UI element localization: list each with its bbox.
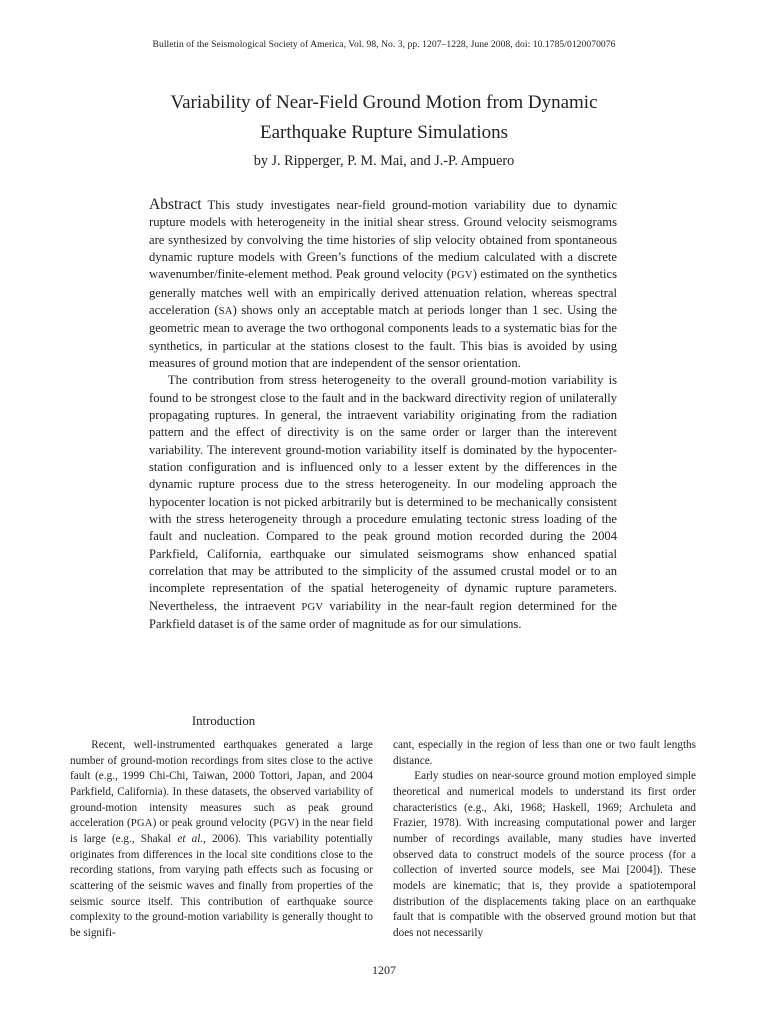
title-line-2: Earthquake Rupture Simulations	[259, 122, 508, 143]
paper-title	[0, 88, 768, 148]
journal-citation: Bulletin of the Seismological Society of America, Vol. 98, No. 3, pp. 1207–1228, June 2008, doi: 10.1785/0120070076	[152, 39, 616, 50]
page-number: 1207	[372, 963, 396, 977]
intro-paragraph-1: Recent, well-instrumented earthquakes generated a large number of ground-motion recordings from sites close to the active fault (e.g., 1999 Chi-Chi, Taiwan, 2000 Tottori, Japan, and 2004 Parkfield, California). In these datasets, the observed variability of ground-motion intensity measures such as peak ground acceleration (PGA) or peak ground velocity (PGV) in the near field is large (e.g., Shakal et al., 2006). This variability potentially originates from differences in the local site conditions close to the recording stations, from varying path effects such as focusing or scattering of the seismic waves and finally from properties of the seismic source itself. This contribution of earthquake source complexity to the ground-motion variability is generally thought to be signifi-	[70, 739, 373, 939]
title-line-1: Variability of Near-Field Ground Motion from Dynamic	[170, 92, 598, 113]
abstract-paragraph-2: The contribution from stress heterogeneity to the overall ground-motion variability is found to be strongest close to the fault and in the backward directivity region of unilaterally propagating ruptures. In general, the intraevent variability originating from the radiation pattern and the effect of directivity is on the same order or larger than the interevent variability. The interevent ground-motion variability itself is dominated by the hypocenter-station configuration and is influenced only to a lesser extent by the differences in the dynamic rupture process due to the stress heterogeneity. In our modeling approach the hypocenter location is not picked arbitrarily but is determined to be mechanically consistent with the stress heterogeneity through a procedure emulating tectonic stress loading of the fault and nucleation. Compared to the peak ground motion recorded during the 2004 Parkfield, California, earthquake our simulated seismograms show enhanced spatial correlation that may be attributed to the simplicity of the assumed crustal model or to an incomplete representation of the spatial heterogeneity of dynamic rupture parameters. Nevertheless, the intraevent PGV variability in the near-fault region determined for the Parkfield dataset is of the same order of magnitude as for our simulations.	[149, 373, 617, 631]
body-column-right	[393, 738, 696, 942]
section-heading-introduction: Introduction	[191, 714, 256, 728]
abstract	[149, 196, 617, 633]
abstract-paragraph-1: Abstract This study investigates near-field ground-motion variability due to dynamic rupture models with heterogeneity in the initial shear stress. Ground velocity seismograms are synthesized by convolving the time histories of slip velocity obtained from spontaneous dynamic rupture models with Green’s functions of the medium calculated with a discrete wavenumber/finite-element method. Peak ground velocity (PGV) estimated on the synthetics generally matches well with an empirically derived attenuation relation, whereas spectral acceleration (SA) shows only an acceptable match at periods longer than 1 sec. Using the geometric mean to average the two orthogonal components leads to a systematic bias for the synthetics, in particular at the stations closest to the fault. This bias is avoided by using measures of ground motion that are independent of the sensor orientation.	[149, 196, 618, 370]
intro-paragraph-1-continued: cant, especially in the region of less than one or two fault lengths distance.	[393, 739, 696, 767]
intro-paragraph-2: Early studies on near-source ground motion employed simple theoretical and numerical models to understand its first order characteristics (e.g., Aki, 1968; Haskell, 1969; Archuleta and Frazier, 1978). With increasing computational power and larger number of recordings available, many studies have inverted observed data to construct models of the source process (for a collection of inverted source models, see Mai [2004]). These models are kinematic; that is, they provide a spatiotemporal distribution of the displacements taking place on an earthquake fault that is compatible with the observed ground motion but that does not necessarily	[393, 770, 696, 939]
author-list: by J. Ripperger, P. M. Mai, and J.-P. Ampuero	[253, 153, 515, 169]
body-column-left	[70, 738, 373, 942]
abstract-heading: Abstract	[149, 196, 202, 213]
